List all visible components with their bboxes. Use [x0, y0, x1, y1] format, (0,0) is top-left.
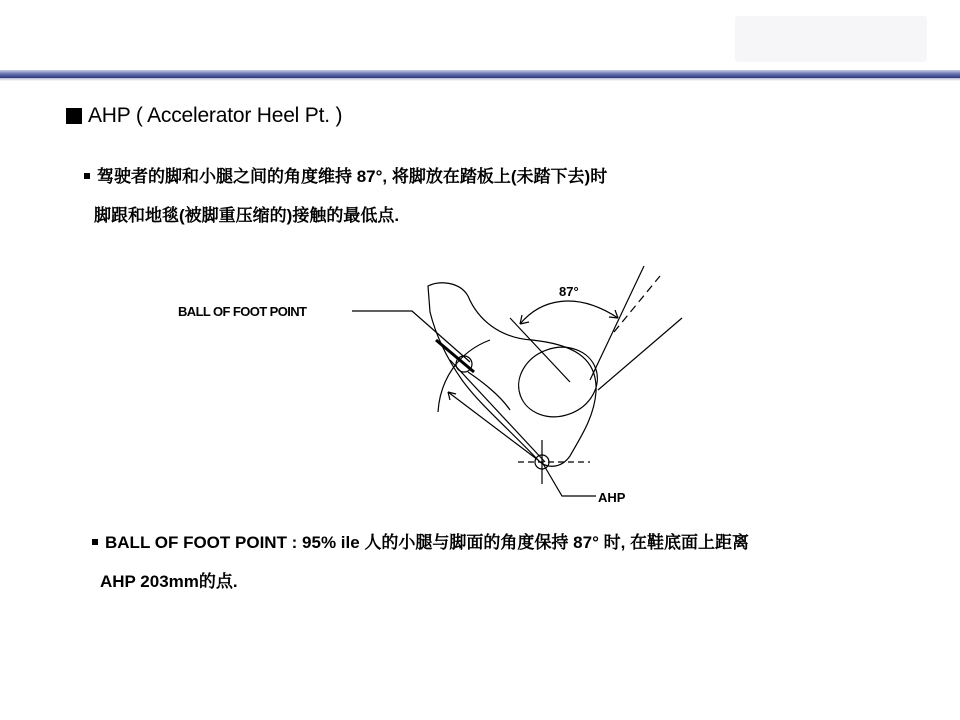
shin-back-line: [598, 318, 682, 390]
radius-line: [448, 392, 538, 460]
note-line-1: [92, 528, 749, 553]
sole-line: [450, 360, 545, 462]
ahp-label-leader: [542, 462, 596, 496]
bullet-icon: [92, 539, 98, 545]
shin-centerline: [614, 276, 660, 332]
definition-line-2-text: 脚跟和地毯(被脚重压缩的)接触的最低点.: [94, 206, 400, 225]
shoe-outline: [428, 283, 596, 466]
definition-line-1-text: 驾驶者的脚和小腿之间的角度维持 87°, 将脚放在踏板上(未踏下去)时: [97, 167, 608, 186]
note-line-1-text: BALL OF FOOT POINT : 95% ile 人的小腿与脚面的角度保持 87° 时, 在鞋底面上距离: [105, 533, 750, 552]
pedal-line: [436, 340, 474, 372]
note-line-2: [100, 567, 238, 592]
sole-inner-line: [468, 372, 510, 410]
radius-arc: [438, 340, 490, 412]
ahp-label: AHP: [598, 490, 626, 505]
angle-arc: [520, 301, 618, 324]
shin-front-line: [590, 266, 644, 380]
foot-drawing: [352, 266, 682, 496]
foot-axis-line: [510, 318, 570, 382]
angle-label: 87°: [559, 284, 579, 299]
note-line-2-text: AHP 203mm的点.: [100, 572, 238, 591]
slide-title-text: AHP ( Accelerator Heel Pt. ): [88, 104, 343, 127]
ankle-outline: [509, 336, 607, 427]
ball-of-foot-label: BALL OF FOOT POINT: [178, 304, 307, 319]
